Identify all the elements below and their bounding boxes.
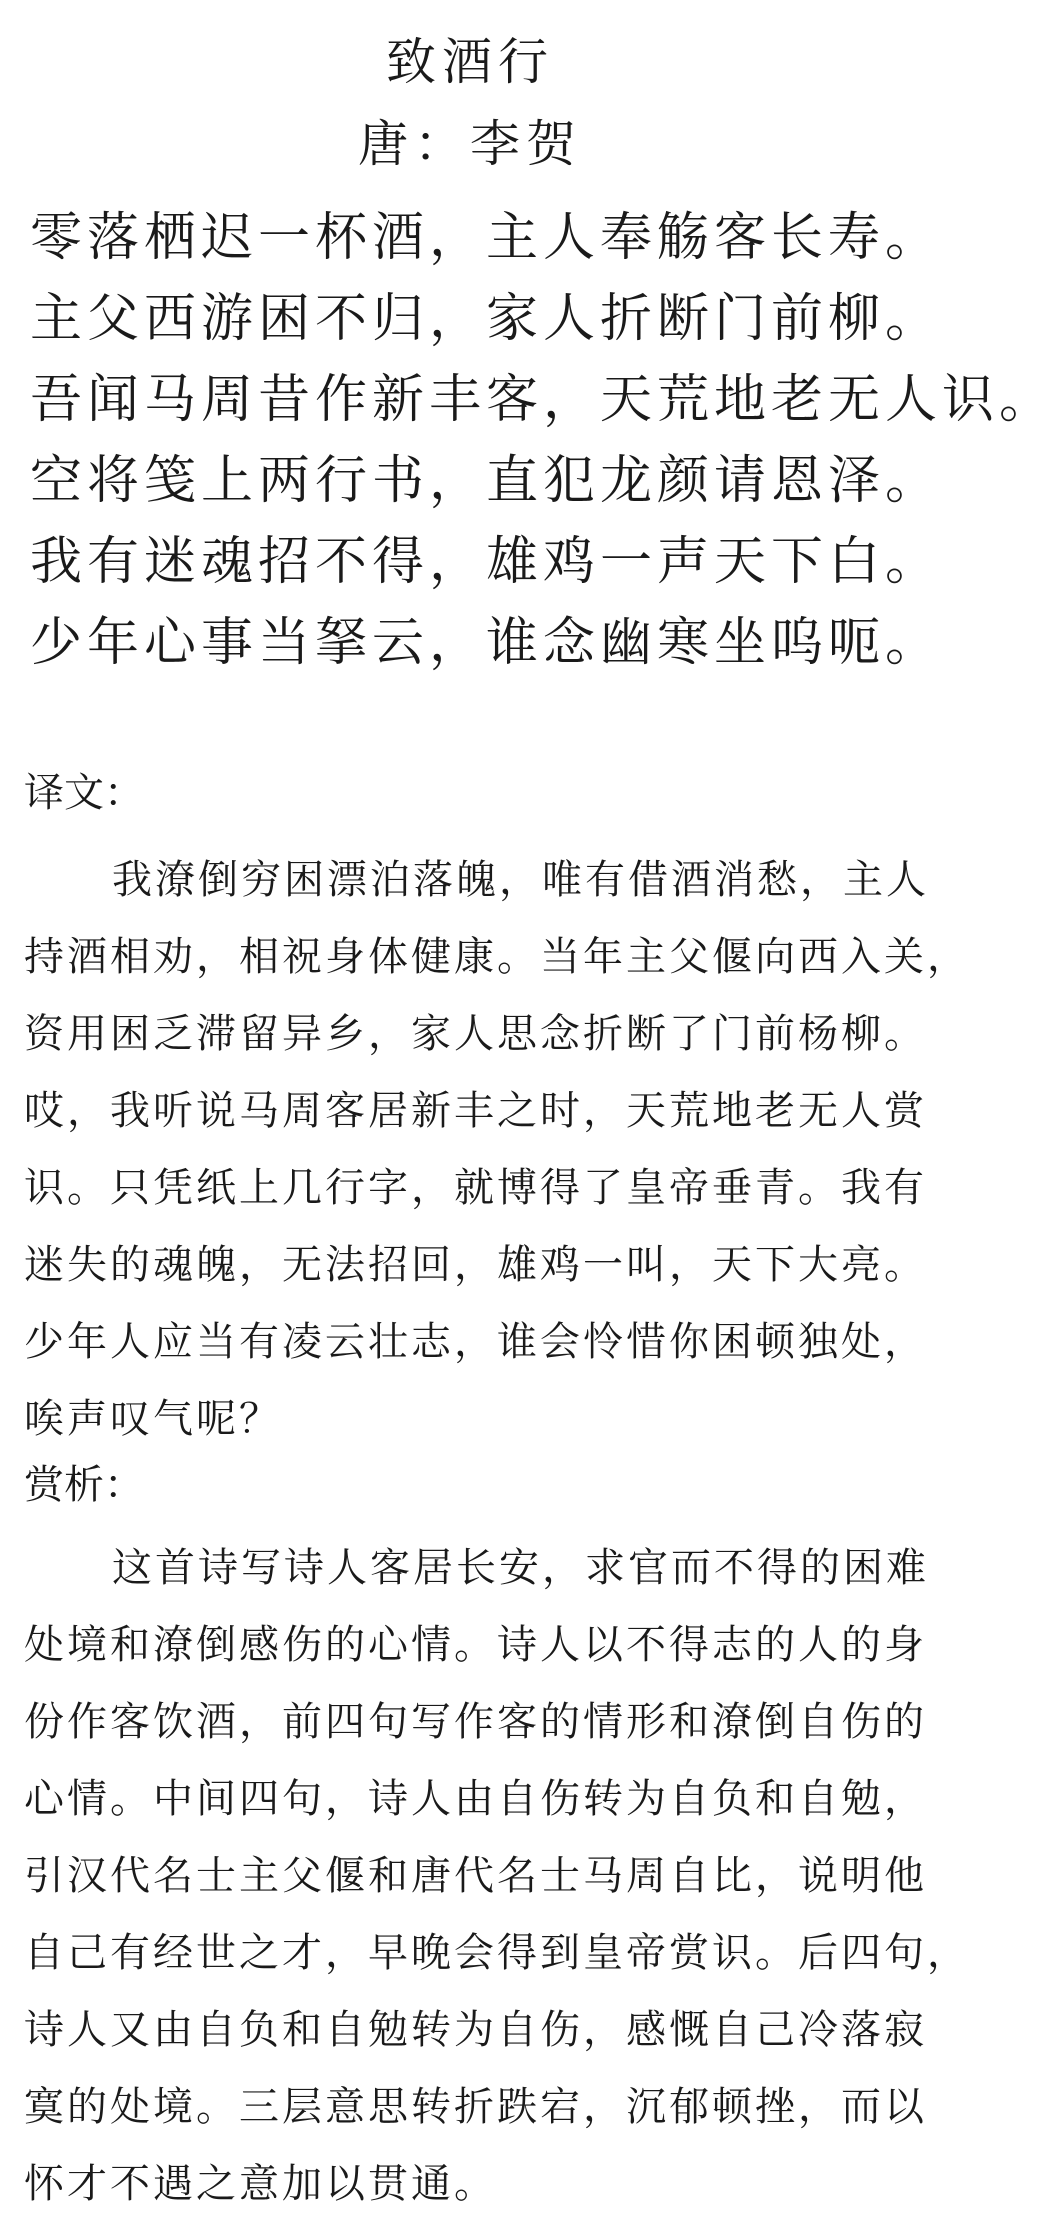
translation-line: 持酒相劝，相祝身体健康。当年主父偃向西入关， <box>24 934 970 980</box>
poem-body <box>30 198 1057 684</box>
translation-line: 唉声叹气呢？ <box>24 1396 282 1442</box>
poem-line: 零落栖迟一杯酒，主人奉觞客长寿。 <box>30 208 943 268</box>
analysis-paragraph <box>24 1530 1034 2223</box>
translation-heading: 译文： <box>24 770 144 816</box>
analysis-line: 处境和潦倒感伤的心情。诗人以不得志的人的身 <box>24 1622 927 1668</box>
poem-author: 唐：李贺 <box>358 115 582 173</box>
poem-line: 少年心事当拏云，谁念幽寒坐呜呃。 <box>30 613 943 673</box>
translation-line: 识。只凭纸上几行字，就博得了皇帝垂青。我有 <box>24 1165 927 1211</box>
analysis-line: 寞的处境。三层意思转折跌宕，沉郁顿挫，而以 <box>24 2084 927 2130</box>
analysis-line: 诗人又由自负和自勉转为自伤，感慨自己冷落寂 <box>24 2007 927 2053</box>
translation-line: 我潦倒穷困漂泊落魄，唯有借酒消愁，主人 <box>112 857 929 903</box>
analysis-line: 怀才不遇之意加以贯通。 <box>24 2161 497 2207</box>
translation-paragraph <box>24 842 1034 1458</box>
translation-line: 迷失的魂魄，无法招回，雄鸡一叫，天下大亮。 <box>24 1242 927 1288</box>
translation-line: 哎，我听说马周客居新丰之时，天荒地老无人赏 <box>24 1088 927 1134</box>
analysis-line: 这首诗写诗人客居长安，求官而不得的困难 <box>112 1545 929 1591</box>
analysis-heading: 赏析： <box>24 1462 144 1508</box>
analysis-line: 自己有经世之才，早晚会得到皇帝赏识。后四句， <box>24 1930 970 1976</box>
analysis-line: 引汉代名士主父偃和唐代名士马周自比，说明他 <box>24 1853 927 1899</box>
analysis-line: 心情。中间四句，诗人由自伤转为自负和自勉， <box>24 1776 927 1822</box>
poem-line: 空将笺上两行书，直犯龙颜请恩泽。 <box>30 451 943 511</box>
poem-line: 主父西游困不归，家人折断门前柳。 <box>30 289 943 349</box>
poem-title: 致酒行 <box>386 33 554 91</box>
translation-line: 少年人应当有凌云壮志，谁会怜惜你困顿独处， <box>24 1319 927 1365</box>
translation-line: 资用困乏滞留异乡，家人思念折断了门前杨柳。 <box>24 1011 927 1057</box>
poem-line: 我有迷魂招不得，雄鸡一声天下白。 <box>30 532 943 592</box>
poem-line: 吾闻马周昔作新丰客，天荒地老无人识。 <box>30 370 1057 430</box>
analysis-line: 份作客饮酒，前四句写作客的情形和潦倒自伤的 <box>24 1699 927 1745</box>
